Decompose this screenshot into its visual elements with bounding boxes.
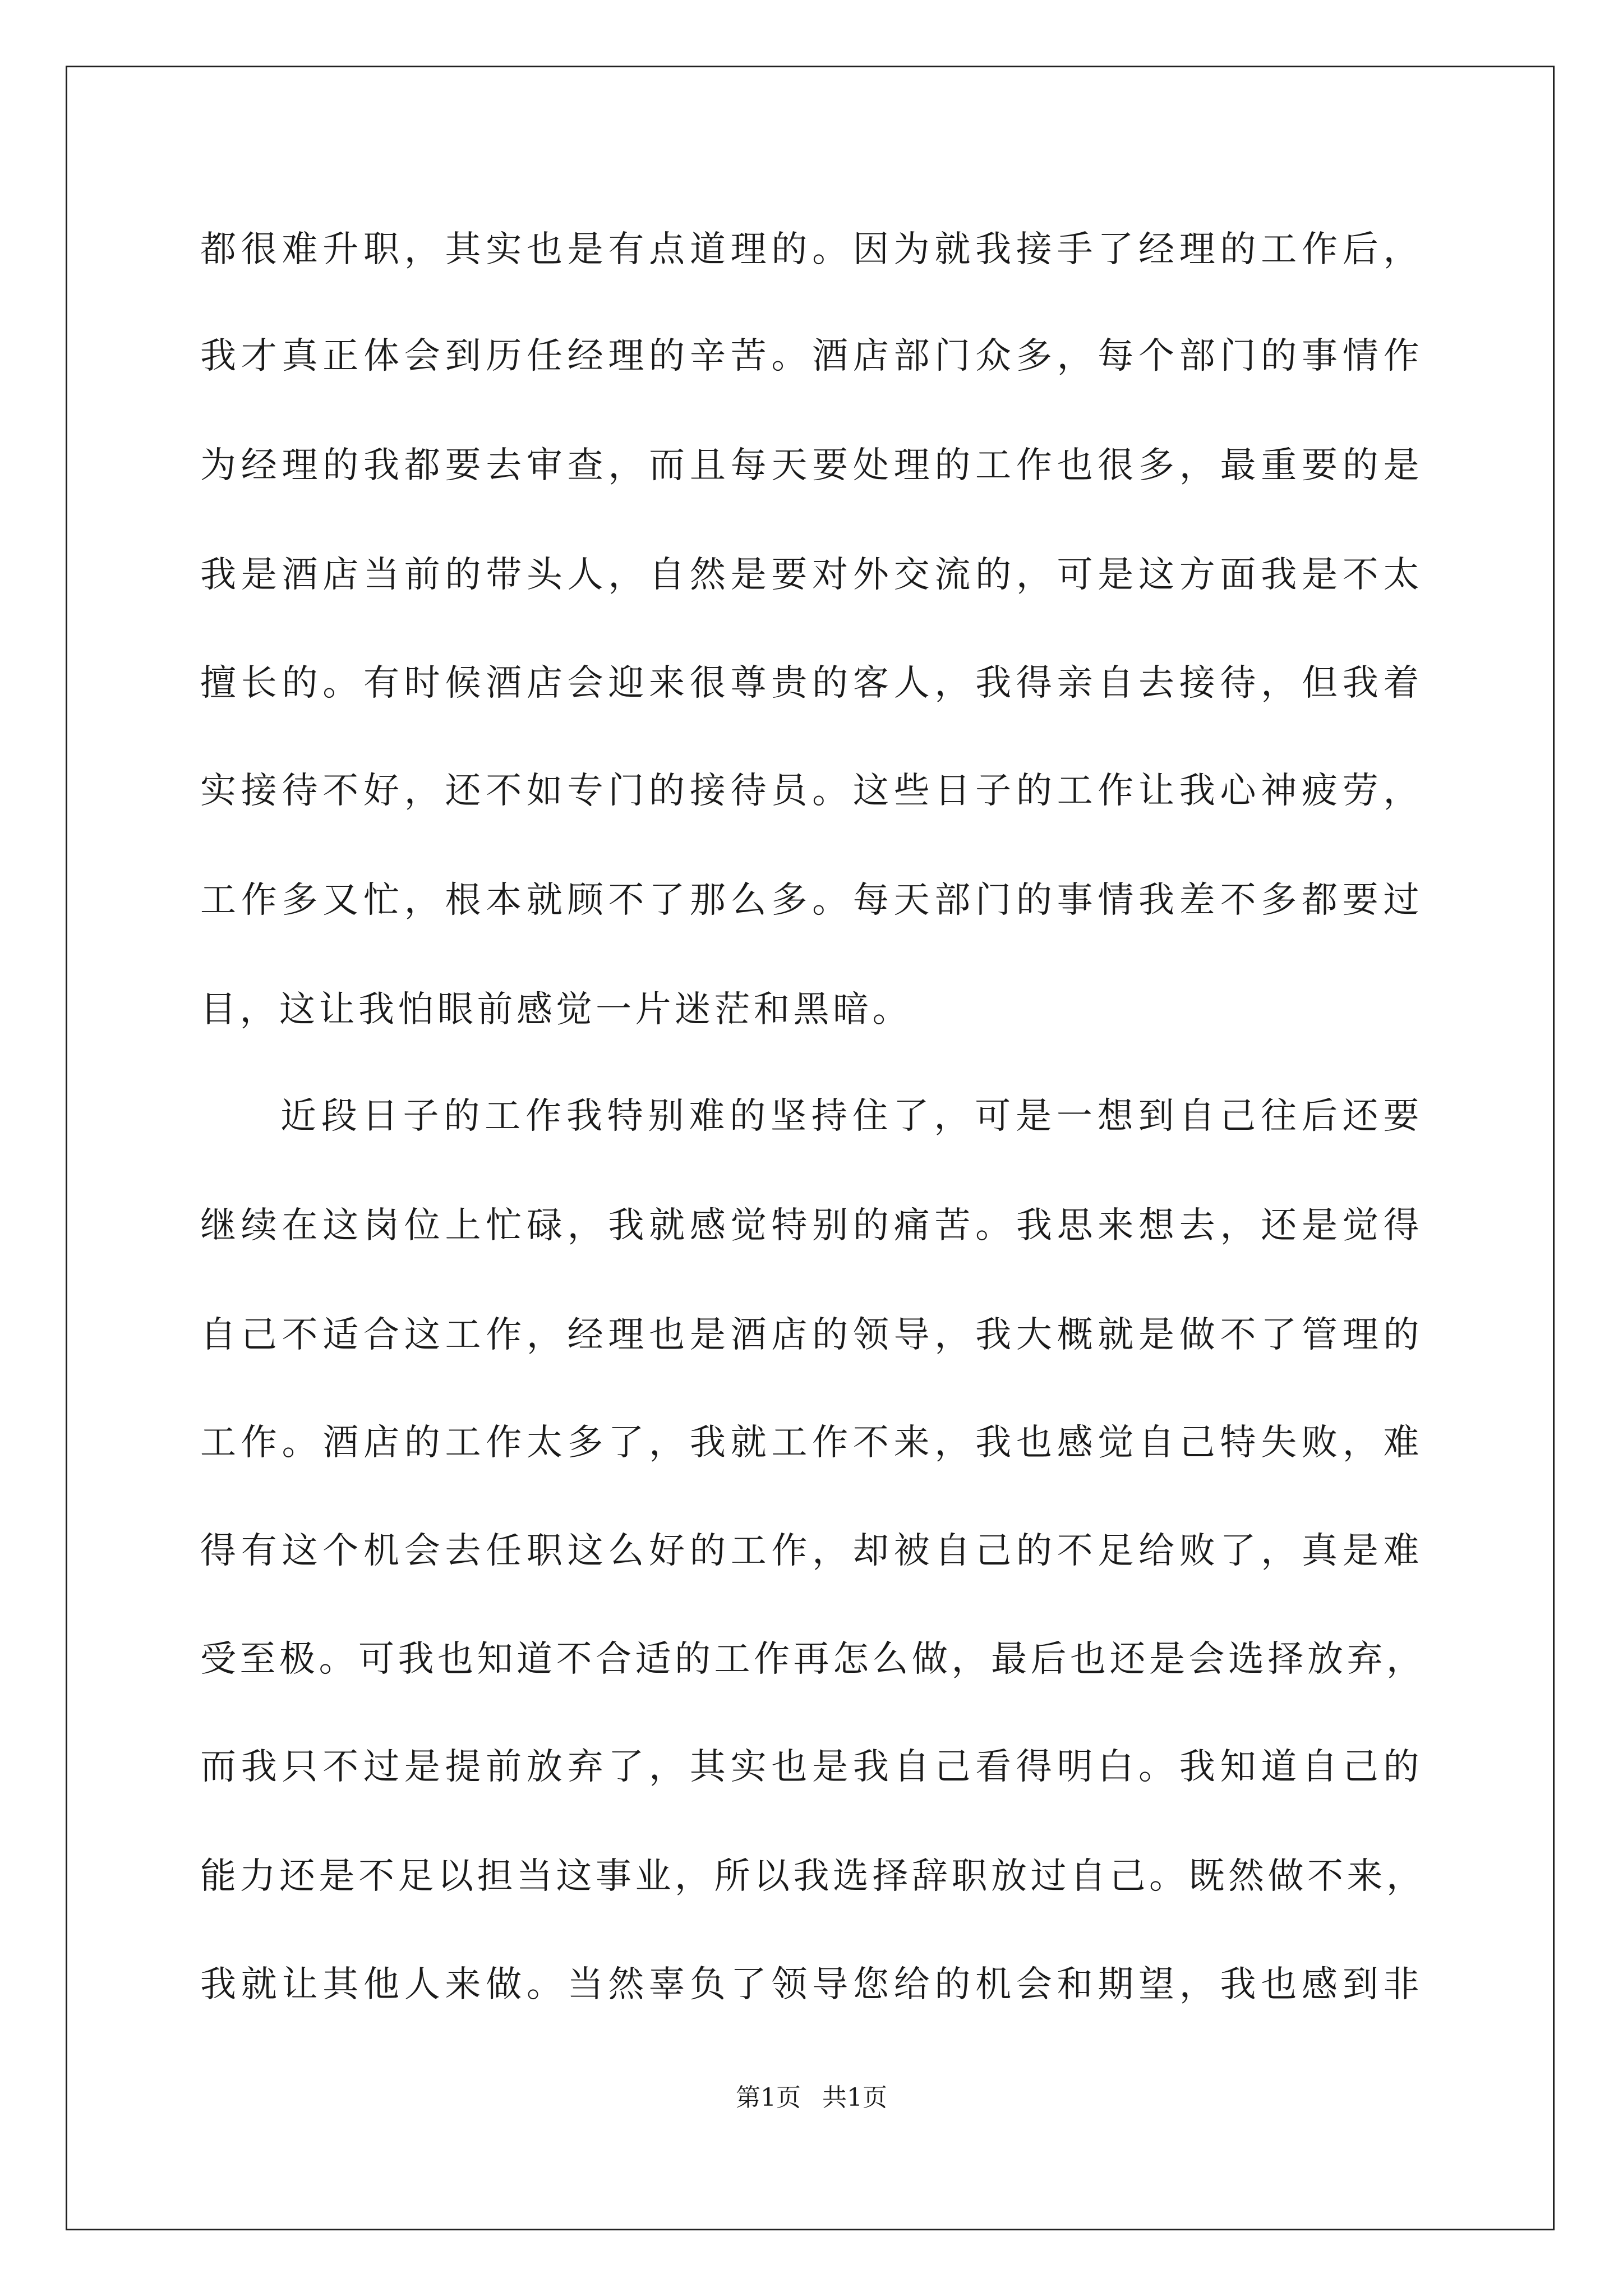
text-line: 为经理的我都要去审查，而且每天要处理的工作也很多，最重要的是 <box>200 445 1423 486</box>
page-number-current: 第1页 <box>736 2083 801 2112</box>
text-line: 继续在这岗位上忙碌，我就感觉特别的痛苦。我思来想去，还是觉得 <box>200 1205 1423 1246</box>
text-line: 自己不适合这工作，经理也是酒店的领导，我大概就是做不了管理的 <box>200 1314 1423 1356</box>
text-line: 工作。酒店的工作太多了，我就工作不来，我也感觉自己特失败，难 <box>200 1422 1423 1464</box>
text-line: 得有这个机会去任职这么好的工作，却被自己的不足给败了，真是难 <box>200 1530 1423 1572</box>
page-footer <box>0 2082 1623 2114</box>
paragraph-first-line: 近段日子的工作我特别难的坚持住了，可是一想到自己往后还要 <box>280 1096 1423 1137</box>
page-border <box>66 66 1555 2230</box>
text-line: 实接待不好，还不如专门的接待员。这些日子的工作让我心神疲劳， <box>200 770 1423 812</box>
text-line: 我是酒店当前的带头人，自然是要对外交流的，可是这方面我是不太 <box>200 554 1423 596</box>
text-line: 我才真正体会到历任经理的辛苦。酒店部门众多，每个部门的事情作 <box>200 335 1423 377</box>
page-number-total: 共1页 <box>822 2083 887 2112</box>
text-line: 目，这让我怕眼前感觉一片迷茫和黑暗。 <box>200 989 912 1030</box>
text-line: 都很难升职，其实也是有点道理的。因为就我接手了经理的工作后， <box>200 229 1423 270</box>
text-line: 能力还是不足以担当这事业，所以我选择辞职放过自己。既然做不来， <box>200 1856 1426 1897</box>
text-line: 擅长的。有时候酒店会迎来很尊贵的客人，我得亲自去接待，但我着 <box>200 662 1423 704</box>
text-line: 受至极。可我也知道不合适的工作再怎么做，最后也还是会选择放弃， <box>200 1639 1426 1680</box>
text-line: 我就让其他人来做。当然辜负了领导您给的机会和期望，我也感到非 <box>200 1964 1423 2005</box>
text-line: 而我只不过是提前放弃了，其实也是我自己看得明白。我知道自己的 <box>200 1746 1423 1788</box>
text-line: 工作多又忙，根本就顾不了那么多。每天部门的事情我差不多都要过 <box>200 880 1423 921</box>
